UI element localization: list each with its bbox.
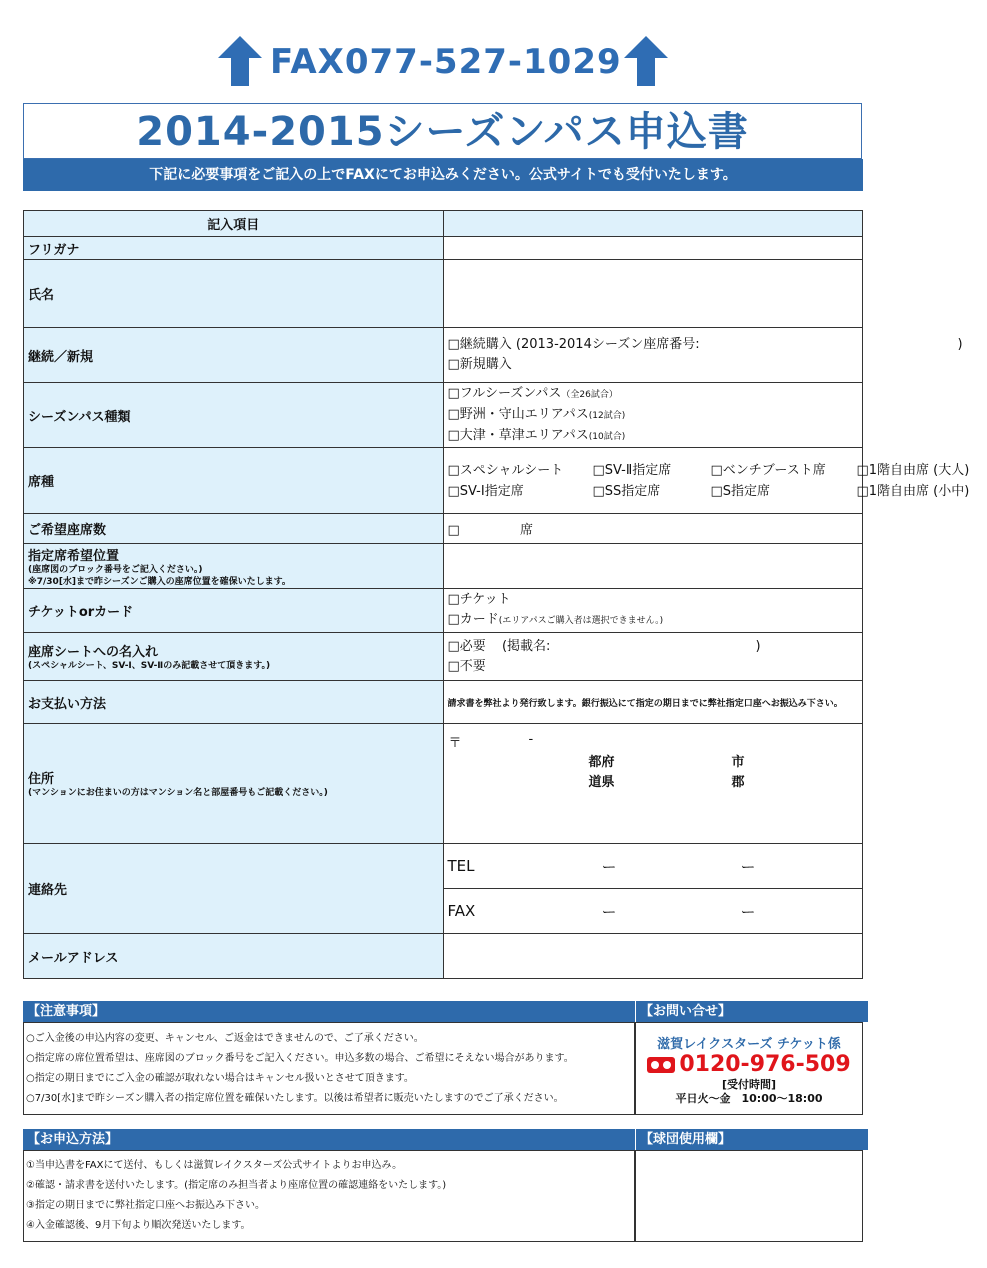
seat-option[interactable]: □SV-Ⅱ指定席 bbox=[592, 462, 672, 478]
inquiry-phone[interactable]: 0120-976-509 bbox=[636, 1052, 862, 1078]
fax-header bbox=[0, 30, 878, 100]
ticket-options bbox=[443, 589, 863, 633]
seat-option[interactable]: □1階自由席 (大人) bbox=[856, 462, 970, 478]
seat-count-unit: 席 bbox=[519, 523, 533, 538]
column-header: 記入項目 bbox=[24, 211, 444, 237]
renewal-checkbox[interactable]: □継続購入 (2013-2014シーズン座席番号: bbox=[447, 337, 700, 352]
note-item: ○指定席の席位置希望は、座席図のブロック番号をご記入ください。申込多数の場合、ご希望にそえない場合があります。 bbox=[26, 1053, 574, 1064]
nameplate-name-label: (掲載名: bbox=[501, 638, 551, 654]
seat-position-label: 指定席希望位置 (座席図のブロック番号をご記入ください。) ※7/30[水]まで昨シーズンご購入の座席位置を確保いたします。 bbox=[24, 544, 444, 589]
seat-option[interactable]: □ベンチブースト席 bbox=[710, 462, 826, 478]
fax-number: FAX077-527-1029 bbox=[270, 42, 622, 82]
application-form bbox=[23, 210, 970, 979]
form-title-box bbox=[23, 103, 862, 159]
seat-option[interactable]: □SS指定席 bbox=[592, 483, 661, 499]
pass-type-options bbox=[443, 383, 863, 448]
apply-title: 【お申込方法】 bbox=[23, 1129, 639, 1150]
furigana-field[interactable] bbox=[443, 237, 863, 260]
nameplate-options bbox=[443, 633, 863, 681]
email-field[interactable] bbox=[443, 934, 863, 979]
apply-step: ③指定の期日までに弊社指定口座へお振込み下さい。 bbox=[26, 1200, 265, 1211]
notes-box bbox=[23, 1022, 635, 1115]
pass-option[interactable]: □大津・草津エリアパス(10試合) bbox=[447, 427, 626, 443]
furigana-label: フリガナ bbox=[24, 237, 444, 260]
inquiry-hours-label: [受付時間] bbox=[721, 1078, 777, 1091]
note-item: ○ご入金後の申込内容の変更、キャンセル、ご返金はできませんので、ご了承ください。 bbox=[26, 1033, 424, 1044]
freedial-icon bbox=[647, 1057, 675, 1073]
note-item: ○指定の期日までにご入金の確認が取れない場合はキャンセル扱いとさせて頂きます。 bbox=[26, 1073, 414, 1084]
seat-position-field[interactable] bbox=[443, 544, 863, 589]
ticket-label: チケットorカード bbox=[24, 589, 444, 633]
column-header-input bbox=[443, 211, 863, 237]
nameplate-not-needed-checkbox[interactable]: □不要 bbox=[447, 658, 486, 674]
pass-type-label: シーズンパス種類 bbox=[24, 383, 444, 448]
address-field[interactable]: 〒 - 都府 道県 市 郡 bbox=[443, 724, 863, 844]
ticket-checkbox[interactable]: □チケット bbox=[447, 592, 511, 607]
apply-step: ②確認・請求書を送付いたします。(指定席のみ担当者より座席位置の確認連絡をいたします。) bbox=[26, 1180, 447, 1191]
name-field[interactable] bbox=[443, 260, 863, 328]
apply-box bbox=[23, 1150, 635, 1242]
inquiry-box bbox=[635, 1022, 863, 1115]
renewal-close-paren: ) bbox=[957, 337, 963, 352]
email-label: メールアドレス bbox=[24, 934, 444, 979]
fax-field[interactable]: FAX ー ー bbox=[443, 889, 863, 934]
card-checkbox[interactable]: □カード(エリアパスご購入者は選択できません。) bbox=[447, 612, 664, 627]
form-subtitle: 下記に必要事項をご記入の上でFAXにてお申込みください。公式サイトでも受付いたします。 bbox=[23, 159, 863, 191]
apply-step: ④入金確認後、9月下旬より順次発送いたします。 bbox=[26, 1220, 251, 1231]
apply-step: ①当申込書をFAXにて送付、もしくは滋賀レイクスターズ公式サイトよりお申込み。 bbox=[26, 1160, 403, 1171]
form-title: 2014-2015シーズンパス申込書 bbox=[136, 109, 749, 155]
renewal-options bbox=[443, 328, 963, 383]
contact-label: 連絡先 bbox=[24, 844, 444, 934]
inquiry-org: 滋賀レイクスターズ チケット係 bbox=[657, 1037, 841, 1052]
seat-option[interactable]: □スペシャルシート bbox=[447, 462, 564, 478]
note-item: ○7/30[水]まで昨シーズン購入者の指定席位置を確保いたします。以後は希望者に販売いたしますのでご了承ください。 bbox=[26, 1093, 564, 1104]
nameplate-close-paren: ) bbox=[755, 638, 761, 654]
nameplate-label: 座席シートへの名入れ (スペシャルシート、SV-Ⅰ、SV-Ⅱのみ記載させて頂きます。) bbox=[24, 633, 444, 681]
renewal-label: 継続／新規 bbox=[24, 328, 444, 383]
name-label: 氏名 bbox=[24, 260, 444, 328]
inquiry-title: 【お問い合せ】 bbox=[635, 1001, 868, 1022]
seat-option[interactable]: □SV-Ⅰ指定席 bbox=[447, 483, 524, 499]
seat-type-label: 席種 bbox=[24, 448, 444, 514]
inquiry-hours: 平日火〜金 10:00〜18:00 bbox=[675, 1092, 823, 1105]
nameplate-needed-checkbox[interactable]: □必要 bbox=[447, 638, 486, 654]
new-checkbox[interactable]: □新規購入 bbox=[447, 357, 512, 372]
seat-count-box[interactable]: □ bbox=[447, 523, 460, 538]
notes-title: 【注意事項】 bbox=[23, 1001, 639, 1022]
payment-label: お支払い方法 bbox=[24, 681, 444, 724]
pass-option[interactable]: □フルシーズンパス（全26試合） bbox=[447, 385, 618, 401]
payment-text: 請求書を弊社より発行致します。銀行振込にて指定の期日までに弊社指定口座へお振込み下さい。 bbox=[443, 681, 863, 724]
seat-option[interactable]: □S指定席 bbox=[710, 483, 771, 499]
tel-field[interactable]: TEL ー ー bbox=[443, 844, 863, 889]
seat-count-field[interactable] bbox=[443, 514, 863, 544]
address-label: 住所 (マンションにお住まいの方はマンション名と部屋番号もご記載ください。) bbox=[24, 724, 444, 844]
up-arrow-icon bbox=[218, 36, 262, 86]
club-use-box bbox=[635, 1150, 863, 1242]
seat-count-label: ご希望座席数 bbox=[24, 514, 444, 544]
seat-option[interactable]: □1階自由席 (小中) bbox=[856, 483, 970, 499]
up-arrow-icon bbox=[624, 36, 668, 86]
seat-type-options bbox=[443, 448, 970, 514]
pass-option[interactable]: □野洲・守山エリアパス(12試合) bbox=[447, 406, 626, 422]
club-title: 【球団使用欄】 bbox=[635, 1129, 868, 1150]
